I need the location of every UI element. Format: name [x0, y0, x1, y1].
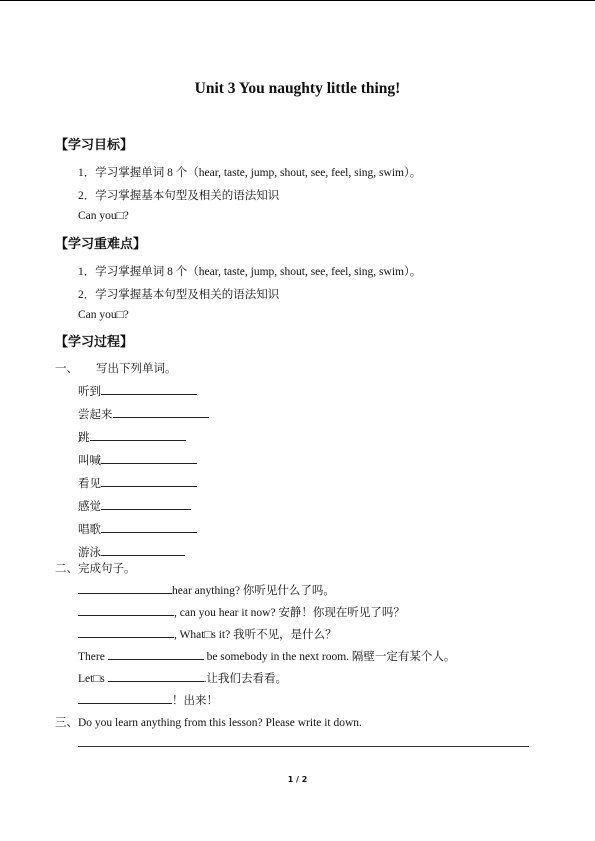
answer-blank[interactable] [101, 475, 197, 487]
word-label: 感觉 [78, 501, 101, 513]
answer-blank[interactable] [101, 498, 191, 510]
word-row-6 [78, 498, 191, 514]
sentence-prefix: Let□s [78, 673, 108, 685]
word-label: 尝起来 [78, 409, 113, 421]
sentence-row-1 [78, 582, 335, 598]
part1-label: 写出下列单词。 [96, 363, 177, 375]
answer-writing-line[interactable] [78, 746, 529, 747]
sentence-text: be somebody in the next room. 隔壁一定有某个人。 [203, 651, 456, 663]
key-points-heading: 【学习重难点】 [55, 237, 147, 252]
word-row-5 [78, 475, 197, 491]
answer-blank[interactable] [113, 406, 209, 418]
sentence-text: .让我们去看看。 [203, 673, 287, 685]
answer-blank[interactable] [78, 626, 174, 638]
process-heading: 【学习过程】 [55, 335, 134, 350]
sentence-row-6 [78, 692, 218, 708]
answer-blank[interactable] [101, 544, 185, 556]
objectives-heading: 【学习目标】 [55, 138, 134, 153]
word-row-8 [78, 544, 185, 560]
part1-number: 一、 [55, 363, 78, 375]
answer-blank[interactable] [101, 452, 197, 464]
answer-blank[interactable] [101, 383, 197, 395]
sentence-row-4 [78, 648, 455, 664]
word-row-1 [78, 383, 197, 399]
sentence-text: ！出来！ [172, 695, 218, 707]
word-label: 听到 [78, 386, 101, 398]
sentence-row-5 [78, 670, 287, 686]
answer-blank[interactable] [108, 670, 204, 682]
sentence-text: , can you hear it now? 安静！你现在听见了吗？ [174, 607, 405, 619]
sentence-prefix: There [78, 651, 108, 663]
word-label: 看见 [78, 478, 101, 490]
word-label: 唱歌 [78, 524, 101, 536]
word-label: 叫喊 [78, 455, 101, 467]
answer-blank[interactable] [108, 648, 204, 660]
word-label: 游泳 [78, 547, 101, 559]
sentence-text: , What□s it? 我听不见，是什么？ [174, 629, 337, 641]
sentence-row-3 [78, 626, 337, 642]
answer-blank[interactable] [78, 692, 172, 704]
objective-item-1: 1．学习掌握单词 8 个（hear, taste, jump, shout, see, feel, sing, swim）。 [78, 167, 422, 179]
top-border-line [0, 0, 595, 1]
word-row-4 [78, 452, 197, 468]
page-number: 1 / 2 [287, 775, 308, 784]
key-point-item-2: 2．学习掌握基本句型及相关的语法知识 [78, 289, 280, 301]
word-row-2 [78, 406, 209, 422]
sentence-row-2 [78, 604, 405, 620]
sentence-text: hear anything? 你听见什么了吗。 [172, 585, 335, 597]
word-row-7 [78, 521, 197, 537]
answer-blank[interactable] [90, 429, 186, 441]
key-point-item-3: Can you□? [78, 309, 129, 321]
answer-blank[interactable] [78, 604, 174, 616]
objective-item-3: Can you□? [78, 210, 129, 222]
page-title: Unit 3 You naughty little thing! [194, 80, 401, 97]
word-label: 跳 [78, 432, 90, 444]
part3-title: 三、Do you learn anything from this lesson? Please write it down. [55, 717, 362, 729]
answer-blank[interactable] [78, 582, 172, 594]
answer-blank[interactable] [101, 521, 197, 533]
word-row-3 [78, 429, 186, 445]
part2-title: 二、完成句子。 [55, 563, 136, 575]
key-point-item-1: 1．学习掌握单词 8 个（hear, taste, jump, shout, see, feel, sing, swim）。 [78, 266, 422, 278]
objective-item-2: 2．学习掌握基本句型及相关的语法知识 [78, 190, 280, 202]
